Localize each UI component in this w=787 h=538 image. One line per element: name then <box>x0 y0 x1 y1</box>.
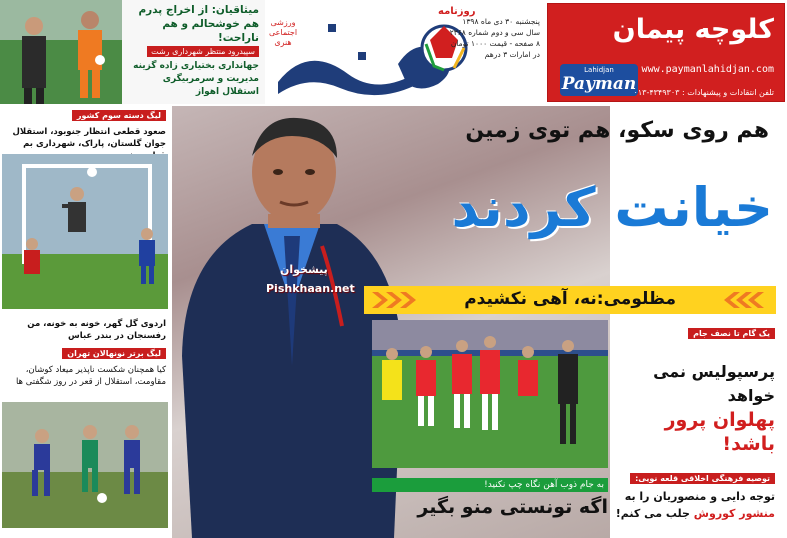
issue-line: پنجشنبه ۳۰ دی ماه ۱۳۹۸ <box>462 17 540 26</box>
ad-logo-main: Payman <box>561 74 637 94</box>
logo-label: روزنامه <box>438 6 476 17</box>
advertisement[interactable] <box>547 3 785 102</box>
top-left-headline: میثاقیان: از اخراج پدرم هم خوشحالم و هم ناراحت! <box>138 4 259 44</box>
goalkeeper-photo <box>2 154 168 309</box>
coach-photo <box>0 0 122 104</box>
top-left-story[interactable] <box>122 0 265 104</box>
issue-line: ۸ صفحه - قیمت ۱۰۰۰ تومان <box>450 39 540 48</box>
ad-logo <box>560 64 638 96</box>
watermark-fa: پیشخوان <box>280 263 328 276</box>
ad-website[interactable]: www.paymanlahidjan.com <box>641 64 774 75</box>
logo-sub: ورزشی اجتماعی هنری <box>268 18 298 47</box>
left-text-2[interactable]: اردوی گل گهر، خونه به خونه، من رفسنجان در بندر عباس <box>27 319 166 341</box>
left-tag-2: لیگ برتر نونهالان تهران <box>62 348 166 359</box>
subheadline[interactable]: مظلومی:نه، آهی نکشیدم <box>464 289 676 309</box>
chevron-arrows-icon <box>368 290 428 310</box>
perspolis-tag: یک گام تا نصف جام <box>688 328 775 339</box>
left-column <box>0 108 170 538</box>
main-headline[interactable]: خیانت کردند <box>451 176 773 239</box>
subheadline-bar <box>364 286 776 314</box>
culture-tag: توصیه فرهنگی اخلاقی قلعه نویی: <box>630 473 775 484</box>
left-text-3[interactable]: کیا همچنان شکست ناپذیر میعاد کوشان، مقاومت، استقلال از قعر در روز شگفتی ها <box>15 365 166 387</box>
perspolis-line-1: پرسپولیس نمی خواهد <box>653 362 775 405</box>
culture-line-2-text: جلب می کنم! <box>615 507 690 520</box>
issue-info <box>420 16 540 60</box>
top-left-tag: سپیدرود منتظر شهرداری رشت <box>147 46 259 57</box>
culture-highlight: منشور کوروش <box>693 507 775 520</box>
culture-story[interactable] <box>615 488 775 522</box>
top-left-strip <box>0 0 265 104</box>
main-kicker[interactable]: هم روی سکو، هم توی زمین <box>465 118 769 143</box>
ad-title: کلوچه پیمان <box>612 14 774 45</box>
culture-line-1: توجه دایی و منصوریان را به <box>624 490 775 503</box>
left-text-1[interactable]: صعود قطعی انتظار جنوبود، استقلال جوان گلستان، پاراک، شهرداری بم <box>12 127 166 149</box>
zob-ahan-tag: به جام ذوب آهن نگاه چپ نکنید! <box>372 478 608 492</box>
perspolis-headline[interactable] <box>615 360 775 456</box>
issue-line: سال سی و دوم شماره ۲۳۶۸ <box>449 28 540 37</box>
ad-phone: تلفن انتقادات و پیشنهادات : ۴۳۴۹۳۰۳-۰۱۳ <box>633 88 774 97</box>
culture-line-2 <box>615 505 775 522</box>
top-left-text: جهانداری بختیاری زاده گزینه مدیریت و سرمربیگری استقلال اهواز <box>133 61 259 97</box>
team-training-photo <box>372 320 608 468</box>
ad-logo-top: Lahidjan <box>584 66 614 74</box>
left-tag-1: لیگ دسته سوم کشور <box>72 110 166 121</box>
perspolis-line-3: باشد! <box>722 433 775 455</box>
perspolis-line-2: پهلوان پرور <box>664 409 775 431</box>
issue-line: در امارات ۳ درهم <box>484 50 540 59</box>
kids-football-photo <box>2 402 168 528</box>
watermark: Pishkhaan.net <box>266 282 355 295</box>
zob-ahan-headline[interactable]: اگه تونستی منو بگیر <box>417 496 608 518</box>
